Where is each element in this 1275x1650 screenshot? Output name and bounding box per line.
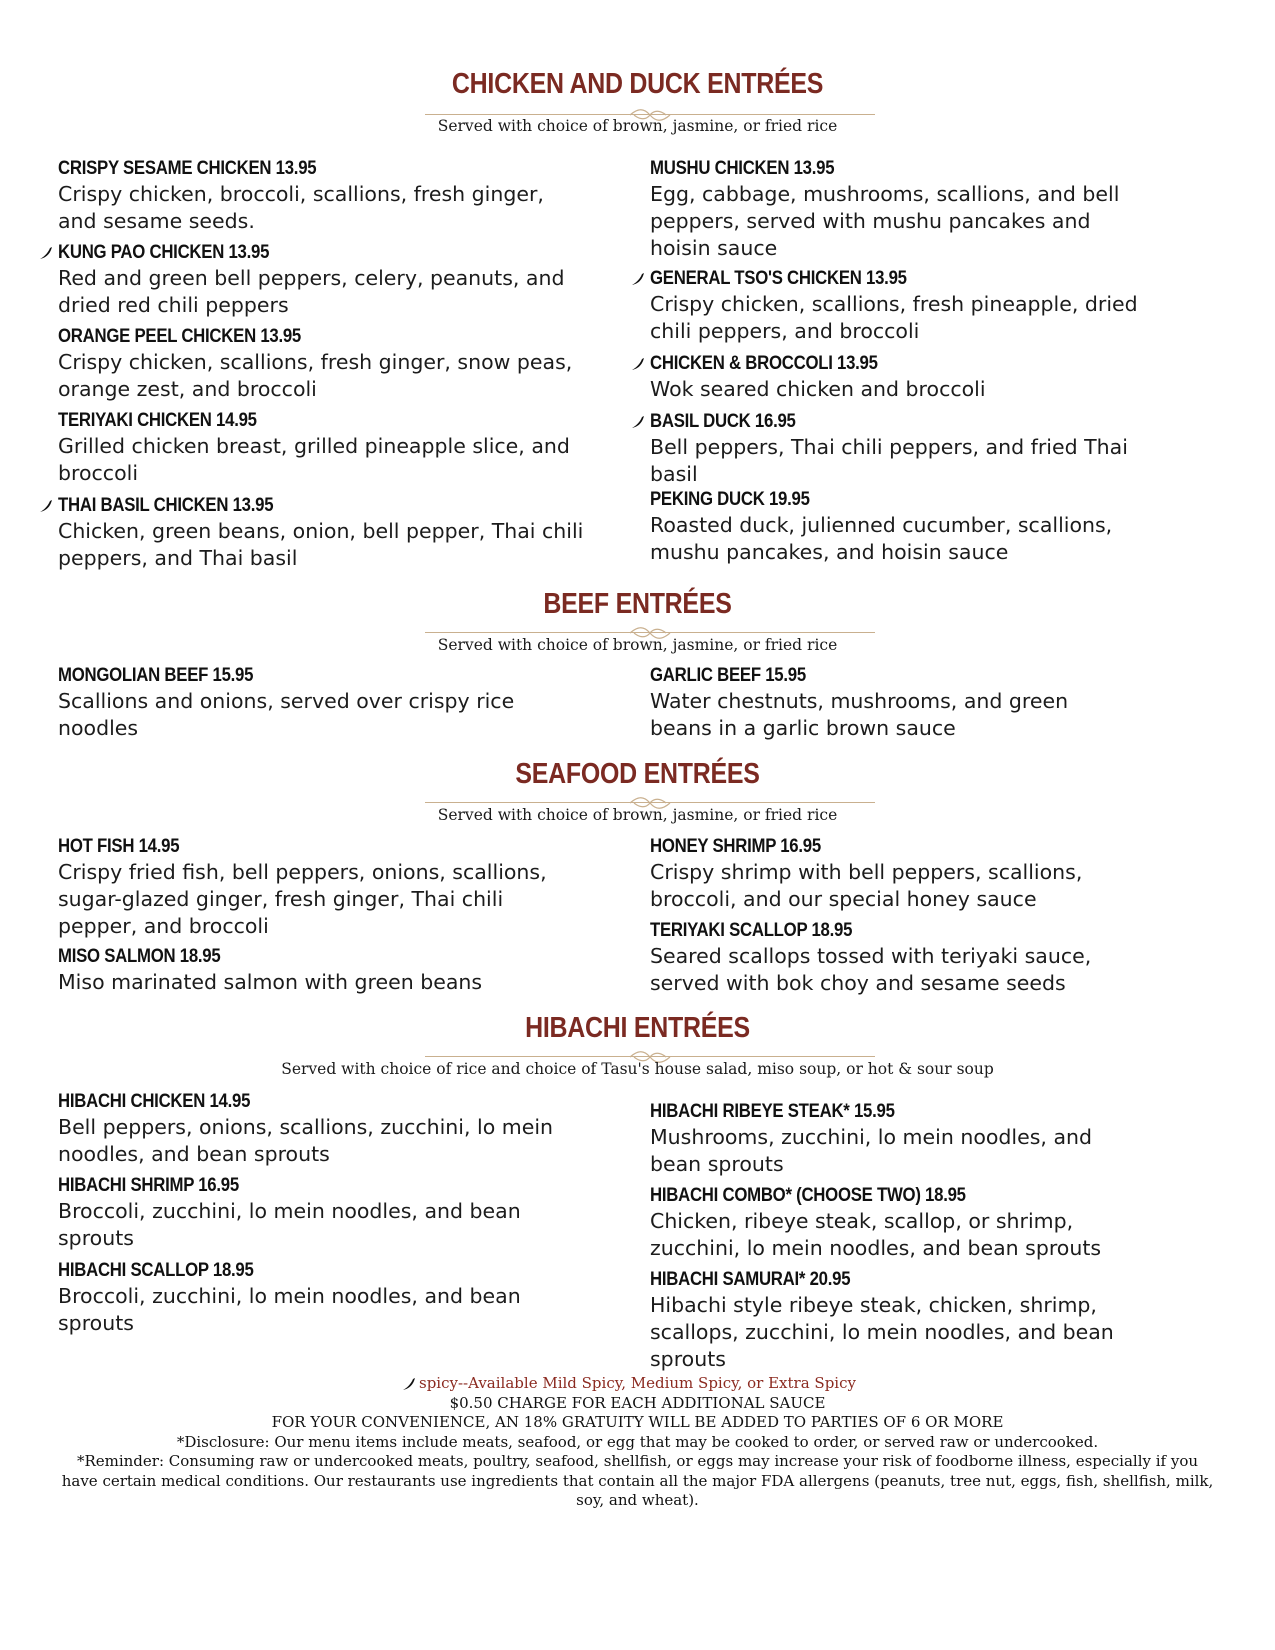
chili-pepper-icon [630, 414, 646, 430]
item-name: MUSHU CHICKEN 13.95 [650, 157, 835, 179]
menu-item [650, 486, 1145, 566]
item-description: Bell peppers, Thai chili peppers, and fried Thai basil [650, 435, 1128, 486]
item-description: Bell peppers, onions, scallions, zucchini, lo mein noodles, and bean sprouts [58, 1115, 554, 1166]
chili-pepper-icon [401, 1376, 417, 1392]
menu-item [650, 1182, 1130, 1262]
section-title-hibachi: HIBACHI ENTRÉES [525, 1012, 750, 1044]
menu-item [58, 943, 588, 996]
item-description: Egg, cabbage, mushrooms, scallions, and bell peppers, served with mushu pancakes and hoisin sauce [650, 182, 1120, 260]
served-with-note: Served with choice of brown, jasmine, or fried rice [437, 636, 838, 654]
menu-item [650, 1098, 1130, 1178]
item-name: HIBACHI COMBO* (CHOOSE TWO) 18.95 [650, 1184, 966, 1206]
menu-item [650, 350, 1145, 403]
item-name: GARLIC BEEF 15.95 [650, 664, 806, 686]
menu-item [58, 407, 588, 487]
item-description: Chicken, ribeye steak, scallop, or shrimp, zucchini, lo mein noodles, and bean sprouts [650, 1209, 1102, 1260]
menu-item [58, 323, 588, 403]
item-description: Crispy fried fish, bell peppers, onions, scallions, sugar-glazed ginger, fresh ginger, Thai chili pepper, and broccoli [58, 860, 547, 938]
menu-item [58, 239, 588, 319]
menu-item [58, 1172, 558, 1252]
item-description: Broccoli, zucchini, lo mein noodles, and bean sprouts [58, 1199, 521, 1250]
item-description: Crispy chicken, broccoli, scallions, fresh ginger, and sesame seeds. [58, 182, 544, 233]
gratuity-note: FOR YOUR CONVENIENCE, AN 18% GRATUITY WILL BE ADDED TO PARTIES OF 6 OR MORE [271, 1413, 1004, 1431]
item-description: Crispy chicken, scallions, fresh ginger, snow peas, orange zest, and broccoli [58, 350, 573, 401]
item-name: BASIL DUCK 16.95 [650, 410, 796, 432]
menu-item [58, 833, 588, 940]
section-title-beef: BEEF ENTRÉES [543, 588, 732, 620]
item-name: PEKING DUCK 19.95 [650, 488, 810, 510]
item-description: Mushrooms, zucchini, lo mein noodles, and bean sprouts [650, 1125, 1093, 1176]
served-with-note: Served with choice of brown, jasmine, or fried rice [437, 117, 838, 135]
menu-item [650, 833, 1120, 913]
reminder-note: *Reminder: Consuming raw or undercooked meats, poultry, seafood, shellfish, or eggs may increase your risk of foodborne illness, especially if you have certain medical conditions. Our restaurants use ingredients that contain all the major FDA allergens (peanuts, tree nut, eggs, fish, shellfish, milk, soy, and wheat). [61, 1452, 1214, 1509]
item-name: ORANGE PEEL CHICKEN 13.95 [58, 325, 302, 347]
disclosure-note: *Disclosure: Our menu items include meats, seafood, or egg that may be cooked to order, or served raw or undercooked. [176, 1432, 1099, 1451]
menu-item [650, 1266, 1130, 1373]
item-name: HOT FISH 14.95 [58, 835, 180, 857]
item-description: Grilled chicken breast, grilled pineapple slice, and broccoli [58, 434, 570, 485]
item-description: Chicken, green beans, onion, bell pepper, Thai chili peppers, and Thai basil [58, 519, 584, 570]
chili-pepper-icon [38, 245, 54, 261]
served-with-note: Served with choice of brown, jasmine, or fried rice [437, 806, 838, 824]
chili-pepper-icon [630, 271, 646, 287]
chili-pepper-icon [630, 356, 646, 372]
item-description: Wok seared chicken and broccoli [650, 377, 986, 401]
item-name: TERIYAKI CHICKEN 14.95 [58, 409, 257, 431]
menu-footer [60, 1374, 1215, 1511]
menu-item [58, 1257, 558, 1337]
menu-item [58, 492, 588, 572]
spicy-legend [419, 1374, 856, 1394]
item-description: Red and green bell peppers, celery, peanuts, and dried red chili peppers [58, 266, 565, 317]
sauce-charge-note: $0.50 CHARGE FOR EACH ADDITIONAL SAUCE [449, 1393, 826, 1412]
item-description: Roasted duck, julienned cucumber, scallions, mushu pancakes, and hoisin sauce [650, 513, 1113, 564]
chili-pepper-icon [38, 498, 54, 514]
item-name: HIBACHI SCALLOP 18.95 [58, 1259, 254, 1281]
section-title-seafood: SEAFOOD ENTRÉES [515, 758, 760, 790]
item-name: MONGOLIAN BEEF 15.95 [58, 664, 254, 686]
item-description: Crispy chicken, scallions, fresh pineapple, dried chili peppers, and broccoli [650, 292, 1138, 343]
item-name: HONEY SHRIMP 16.95 [650, 835, 821, 857]
section-title-chicken-duck: CHICKEN AND DUCK ENTRÉES [451, 68, 824, 100]
item-description: Broccoli, zucchini, lo mein noodles, and bean sprouts [58, 1284, 521, 1335]
menu-item [58, 1088, 558, 1168]
item-name: HIBACHI SHRIMP 16.95 [58, 1174, 239, 1196]
item-description: Water chestnuts, mushrooms, and green beans in a garlic brown sauce [650, 689, 1069, 740]
menu-item [650, 155, 1145, 262]
item-description: Miso marinated salmon with green beans [58, 970, 483, 994]
item-name: MISO SALMON 18.95 [58, 945, 221, 967]
item-name: HIBACHI RIBEYE STEAK* 15.95 [650, 1100, 895, 1122]
menu-item [650, 917, 1120, 997]
item-name: CRISPY SESAME CHICKEN 13.95 [58, 157, 317, 179]
menu-item [58, 155, 588, 235]
item-name: HIBACHI CHICKEN 14.95 [58, 1090, 251, 1112]
item-description: Scallions and onions, served over crispy rice noodles [58, 689, 515, 740]
item-name: GENERAL TSO'S CHICKEN 13.95 [650, 267, 907, 289]
item-name: THAI BASIL CHICKEN 13.95 [58, 494, 274, 516]
menu-item [650, 408, 1145, 488]
menu-item [58, 662, 588, 742]
served-with-note: Served with choice of rice and choice of Tasu's house salad, miso soup, or hot & sour soup [281, 1060, 994, 1078]
spicy-legend-text: spicy--Available Mild Spicy, Medium Spicy, or Extra Spicy [419, 1374, 856, 1392]
item-name: HIBACHI SAMURAI* 20.95 [650, 1268, 851, 1290]
item-name: TERIYAKI SCALLOP 18.95 [650, 919, 853, 941]
item-name: CHICKEN & BROCCOLI 13.95 [650, 352, 878, 374]
item-description: Crispy shrimp with bell peppers, scallions, broccoli, and our special honey sauce [650, 860, 1083, 911]
item-name: KUNG PAO CHICKEN 13.95 [58, 241, 270, 263]
menu-item [650, 265, 1145, 345]
menu-item [650, 662, 1120, 742]
item-description: Seared scallops tossed with teriyaki sauce, served with bok choy and sesame seeds [650, 944, 1092, 995]
item-description: Hibachi style ribeye steak, chicken, shrimp, scallops, zucchini, lo mein noodles, and bean sprouts [650, 1293, 1114, 1371]
